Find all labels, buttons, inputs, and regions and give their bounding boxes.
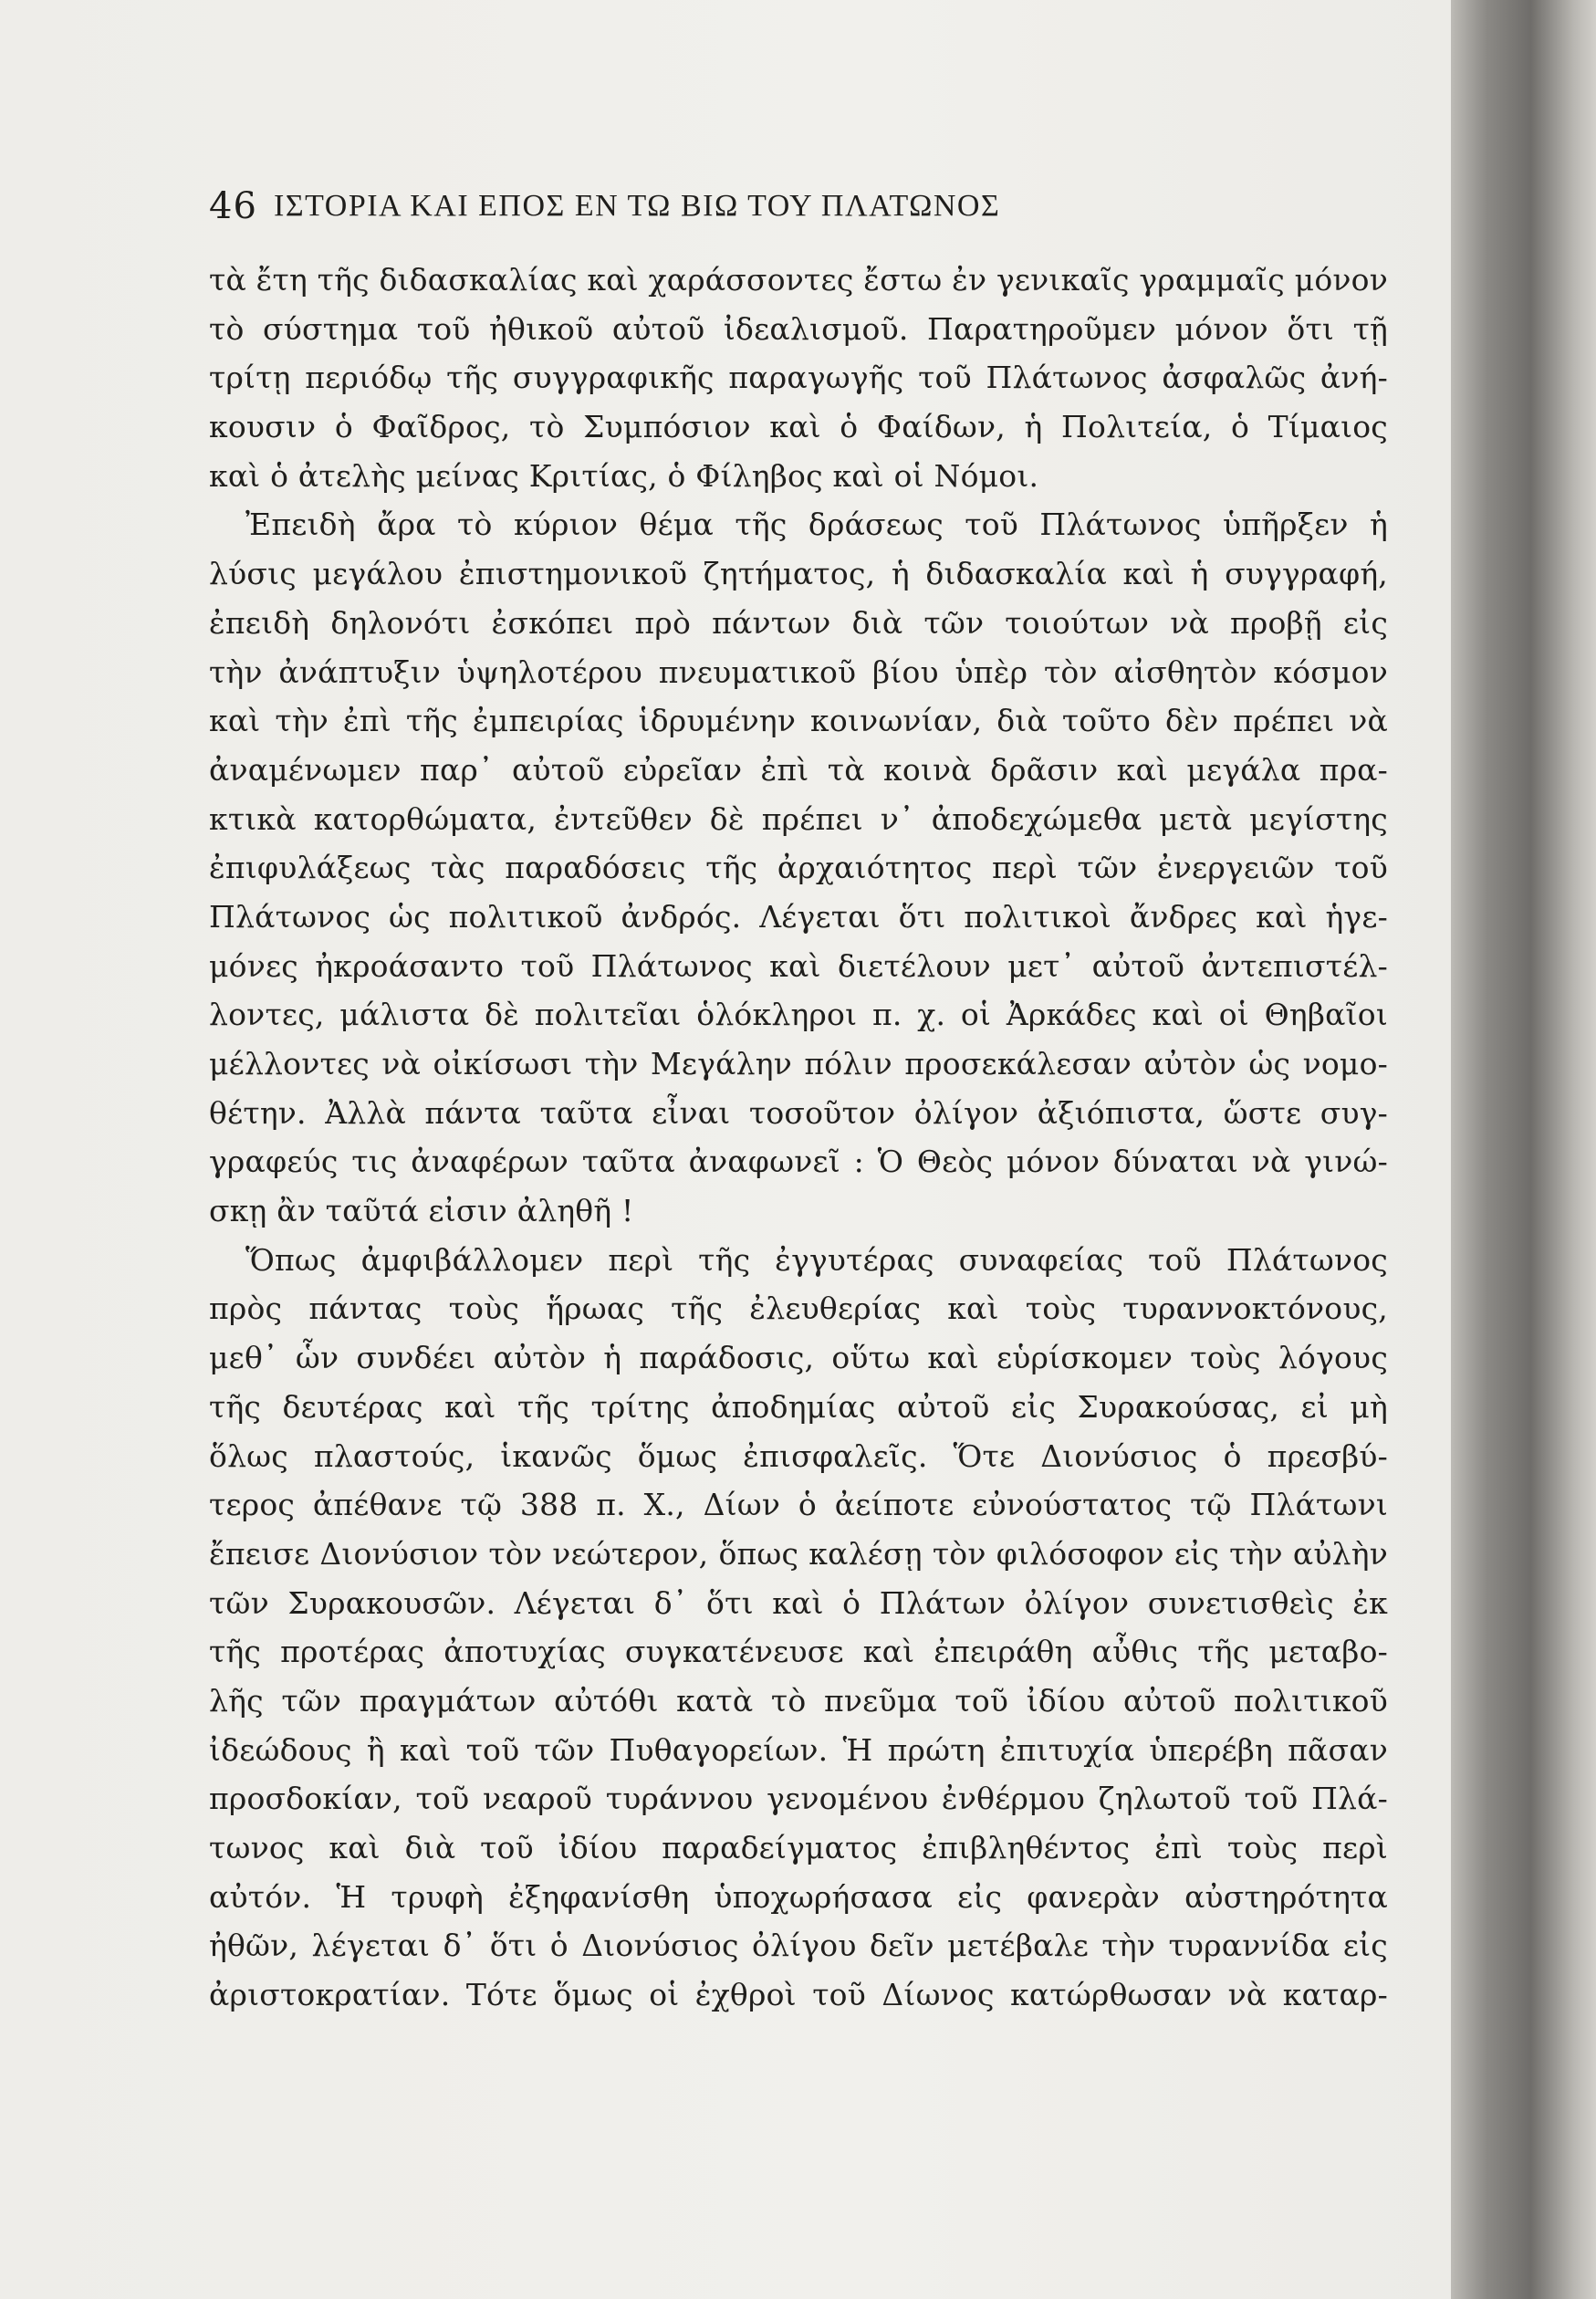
text-line: μόνες ἠκροάσαντο τοῦ Πλάτωνος καὶ διετέλουν μετ᾽ αὐτοῦ ἀντεπιστέλ- [209, 947, 1388, 984]
text-line: ὅλως πλαστούς, ἱκανῶς ὅμως ἐπισφαλεῖς. Ὅτε Διονύσιος ὁ πρεσβύ- [209, 1437, 1388, 1474]
text-line: τὸ σύστημα τοῦ ἠθικοῦ αὐτοῦ ἰδεαλισμοῦ. Παρατηροῦμεν μόνον ὅτι τῇ [209, 310, 1388, 347]
text-line: τερος ἀπέθανε τῷ 388 π. Χ., Δίων ὁ ἀείποτε εὐνούστατος τῷ Πλάτωνι [209, 1487, 1388, 1523]
text-line: λύσις μεγάλου ἐπιστημονικοῦ ζητήματος, ἡ διδασκαλία καὶ ἡ συγγραφή, [209, 556, 1388, 592]
text-line: Πλάτωνος ὡς πολιτικοῦ ἀνδρός. Λέγεται ὅτι πολιτικοὶ ἄνδρες καὶ ἡγε- [209, 898, 1388, 935]
text-line: ἐπιφυλάξεως τὰς παραδόσεις τῆς ἀρχαιότητος περὶ τῶν ἐνεργειῶν τοῦ [209, 850, 1388, 886]
text-line: ἐπειδὴ δηλονότι ἐσκόπει πρὸ πάντων διὰ τῶν τοιούτων νὰ προβῇ εἰς [209, 604, 1388, 641]
text-line: Ὅπως ἀμφιβάλλομεν περὶ τῆς ἐγγυτέρας συναφείας τοῦ Πλάτωνος [245, 1241, 1388, 1278]
body-text [209, 256, 1388, 2020]
running-head: ΙΣΤΟΡΙΑ ΚΑΙ ΕΠΟΣ ΕΝ ΤΩ ΒΙΩ ΤΟΥ ΠΛΑΤΩΝΟΣ [274, 189, 1001, 223]
text-line: τὰ ἔτη τῆς διδασκαλίας καὶ χαράσσοντες ἔστω ἐν γενικαῖς γραμμαῖς μόνον [209, 262, 1388, 298]
text-line: τῆς δευτέρας καὶ τῆς τρίτης ἀποδημίας αὐτοῦ εἰς Συρακούσας, εἰ μὴ [209, 1388, 1388, 1425]
text-line: τὴν ἀνάπτυξιν ὑψηλοτέρου πνευματικοῦ βίου ὑπὲρ τὸν αἰσθητὸν κόσμον [209, 653, 1388, 690]
text-line: κτικὰ κατορθώματα, ἐντεῦθεν δὲ πρέπει ν᾽ ἀποδεχώμεθα μετὰ μεγίστης [209, 800, 1388, 837]
text-line: τωνος καὶ διὰ τοῦ ἰδίου παραδείγματος ἐπιβληθέντος ἐπὶ τοὺς περὶ [209, 1830, 1388, 1865]
text-line: καὶ τὴν ἐπὶ τῆς ἐμπειρίας ἱδρυμένην κοινωνίαν, διὰ τοῦτο δὲν πρέπει νὰ [209, 703, 1388, 739]
text-line: ἀριστοκρατίαν. Τότε ὅμως οἱ ἐχθροὶ τοῦ Δίωνος κατώρθωσαν νὰ καταρ- [209, 1977, 1388, 2013]
book-gutter-shadow [1451, 0, 1596, 2299]
text-line: τρίτῃ περιόδῳ τῆς συγγραφικῆς παραγωγῆς τοῦ Πλάτωνος ἀσφαλῶς ἀνή- [209, 360, 1388, 396]
text-line: μέλλοντες νὰ οἰκίσωσι τὴν Μεγάλην πόλιν προσεκάλεσαν αὐτὸν ὡς νομο- [209, 1046, 1388, 1082]
text-line: ἀναμένωμεν παρ᾽ αὐτοῦ εὐρεῖαν ἐπὶ τὰ κοινὰ δρᾶσιν καὶ μεγάλα πρα- [209, 751, 1388, 788]
page-number: 46 [209, 185, 257, 227]
text-line: σκῃ ἂν ταῦτά εἰσιν ἀληθῆ ! [209, 1193, 634, 1229]
text-line: ἔπεισε Διονύσιον τὸν νεώτερον, ὅπως καλέσῃ τὸν φιλόσοφον εἰς τὴν αὐλὴν [209, 1535, 1388, 1572]
text-line: τῆς προτέρας ἀποτυχίας συγκατένευσε καὶ ἐπειράθη αὖθις τῆς μεταβο- [209, 1634, 1388, 1670]
page-header [0, 185, 1451, 240]
text-line: ἠθῶν, λέγεται δ᾽ ὅτι ὁ Διονύσιος ὀλίγου δεῖν μετέβαλε τὴν τυραννίδα εἰς [209, 1928, 1388, 1964]
text-line: θέτην. Ἀλλὰ πάντα ταῦτα εἶναι τοσοῦτον ὀλίγον ἀξιόπιστα, ὥστε συγ- [209, 1094, 1388, 1131]
text-line: γραφεύς τις ἀναφέρων ταῦτα ἀναφωνεῖ : Ὁ Θεὸς μόνον δύναται νὰ γινώ- [209, 1144, 1388, 1180]
text-line: λῆς τῶν πραγμάτων αὐτόθι κατὰ τὸ πνεῦμα τοῦ ἰδίου αὐτοῦ πολιτικοῦ [209, 1682, 1388, 1719]
text-line: πρὸς πάντας τοὺς ἥρωας τῆς ἐλευθερίας καὶ τοὺς τυραννοκτόνους, [209, 1291, 1388, 1327]
text-line: Ἐπειδὴ ἄρα τὸ κύριον θέμα τῆς δράσεως τοῦ Πλάτωνος ὑπῆρξεν ἡ [245, 507, 1388, 543]
text-line: αὐτόν. Ἡ τρυφὴ ἐξηφανίσθη ὑποχωρήσασα εἰς φανερὰν αὐστηρότητα [209, 1878, 1388, 1915]
text-line: λοντες, μάλιστα δὲ πολιτεῖαι ὁλόκληροι π. χ. οἱ Ἀρκάδες καὶ οἱ Θηβαῖοι [209, 997, 1388, 1033]
text-line: κουσιν ὁ Φαῖδρος, τὸ Συμπόσιον καὶ ὁ Φαίδων, ἡ Πολιτεία, ὁ Τίμαιος [209, 409, 1388, 445]
text-line: ἰδεώδους ἢ καὶ τοῦ τῶν Πυθαγορείων. Ἡ πρώτη ἐπιτυχία ὑπερέβη πᾶσαν [209, 1731, 1388, 1768]
text-line: τῶν Συρακουσῶν. Λέγεται δ᾽ ὅτι καὶ ὁ Πλάτων ὀλίγον συνετισθεὶς ἐκ [209, 1584, 1388, 1621]
text-line: μεθ᾽ ὧν συνδέει αὐτὸν ἡ παράδοσις, οὕτω καὶ εὑρίσκομεν τοὺς λόγους [209, 1340, 1388, 1376]
text-line: προσδοκίαν, τοῦ νεαροῦ τυράννου γενομένου ἐνθέρμου ζηλωτοῦ τοῦ Πλά- [209, 1781, 1388, 1817]
text-line: καὶ ὁ ἀτελὴς μείνας Κριτίας, ὁ Φίληβος καὶ οἱ Νόμοι. [209, 457, 1039, 494]
